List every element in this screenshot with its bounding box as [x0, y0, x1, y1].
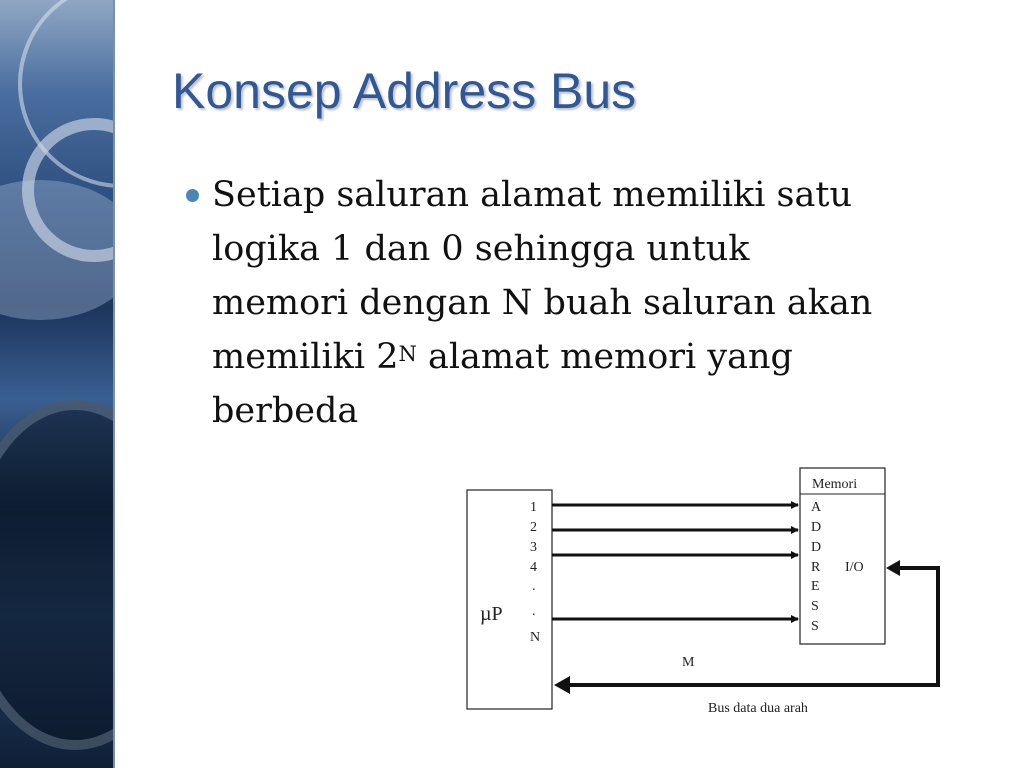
address-letter: S	[811, 619, 819, 634]
data-bus-arrowhead-processor	[554, 676, 570, 694]
bullet-line-prefix: memiliki 2	[212, 337, 399, 377]
line-label: 3	[530, 540, 537, 555]
line-label: 1	[530, 500, 537, 515]
bullet-marker	[186, 189, 199, 202]
address-letter: A	[811, 500, 822, 515]
bullet-line: logika 1 dan 0 sehingga untuk	[212, 229, 750, 269]
line-label: .	[532, 579, 536, 594]
bus-label: M	[682, 655, 695, 670]
io-label: I/O	[845, 560, 864, 575]
decorative-side-panel	[0, 0, 113, 768]
side-divider	[113, 0, 115, 768]
bullet-line: Setiap saluran alamat memiliki satu	[212, 175, 852, 215]
address-bus-diagram	[460, 460, 980, 730]
bus-caption: Bus data dua arah	[708, 701, 808, 716]
data-bus-arrowhead-memory	[886, 560, 900, 576]
memory-title: Memori	[812, 477, 858, 492]
line-label: 2	[530, 520, 537, 535]
address-letter: D	[811, 540, 822, 555]
address-letter: D	[811, 520, 822, 535]
bullet-text	[212, 168, 1002, 438]
processor-label: µP	[480, 603, 503, 625]
address-letter: S	[811, 599, 819, 614]
processor-box	[467, 490, 552, 709]
line-label: 4	[530, 560, 537, 575]
bullet-line	[212, 330, 1002, 384]
slide-title: Konsep Address Bus	[172, 63, 637, 119]
bullet-line-suffix: alamat memori yang	[416, 337, 793, 377]
line-label: N	[530, 630, 541, 645]
bullet-line: memori dengan N buah saluran akan	[212, 283, 873, 323]
line-label: .	[532, 604, 536, 619]
address-letter: R	[811, 560, 821, 575]
address-letter: E	[811, 579, 820, 594]
superscript-n: N	[398, 342, 417, 366]
bullet-line: berbeda	[212, 391, 359, 431]
